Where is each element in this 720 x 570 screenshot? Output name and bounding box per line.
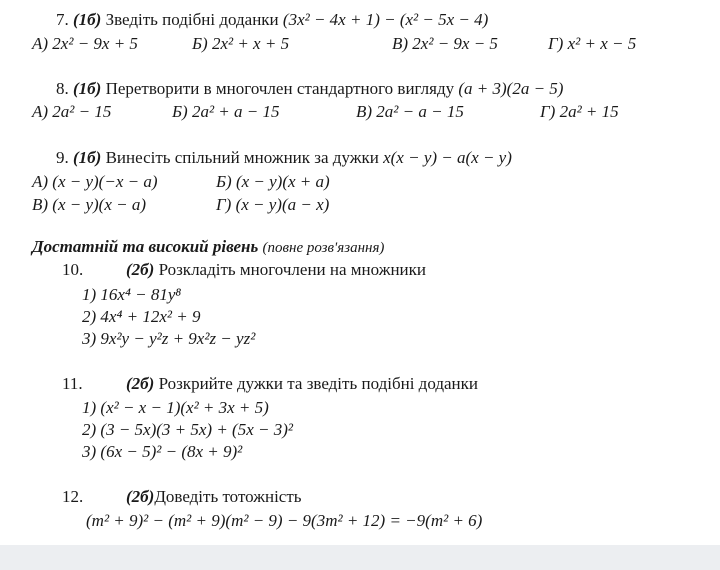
section-header <box>32 237 384 258</box>
option-a: А) 2x² − 9x + 5 <box>32 34 138 53</box>
question-points: (1б) <box>73 79 102 98</box>
question-12-identity: (m² + 9)² − (m² + 9)(m² − 9) − 9(3m² + 12) = −9(m² + 6) <box>86 511 483 530</box>
option-b: Б) 2x² + x + 5 <box>192 34 290 53</box>
section-note: (повне розв'язання) <box>262 240 385 256</box>
question-expression: (3x² − 4x + 1) − (x² − 5x − 4) <box>282 10 489 29</box>
question-number: 8. <box>56 79 69 98</box>
option-b: Б) (x − y)(x + a) <box>216 172 330 191</box>
question-points: (2б) <box>126 260 155 279</box>
question-points: (2б) <box>126 374 155 393</box>
option-c: В) 2a² − a − 15 <box>356 102 464 121</box>
option-d: Г) 2a² + 15 <box>540 102 619 121</box>
question-11-item-2: 2) (3 − 5x)(3 + 5x) + (5x − 3)² <box>82 420 293 439</box>
question-text: Зведіть подібні доданки <box>105 10 279 29</box>
question-11-item-3: 3) (6x − 5)² − (8x + 9)² <box>82 442 243 461</box>
question-number: 10. <box>62 260 84 279</box>
question-number: 11. <box>62 374 83 393</box>
question-9-options-row2 <box>32 195 329 215</box>
question-9 <box>56 148 512 168</box>
question-text: Винесіть спільний множник за дужки <box>105 148 379 167</box>
question-expression: (a + 3)(2a − 5) <box>458 79 564 98</box>
question-text: Перетворити в многочлен стандартного вигляду <box>105 79 455 98</box>
question-text: Розкрийте дужки та зведіть подібні доданки <box>158 374 478 393</box>
question-text: Розкладіть многочлени на множники <box>158 260 427 279</box>
question-12 <box>62 487 302 507</box>
option-d: Г) x² + x − 5 <box>548 34 637 53</box>
option-c: В) (x − y)(x − a) <box>32 195 147 214</box>
question-10 <box>62 260 426 280</box>
question-11 <box>62 374 478 394</box>
option-c: В) 2x² − 9x − 5 <box>392 34 498 53</box>
question-number: 7. <box>56 10 69 29</box>
question-points: (1б) <box>73 148 102 167</box>
section-title: Достатній та високий рівень <box>32 237 259 256</box>
question-7-options <box>32 34 636 54</box>
question-text: Доведіть тотожність <box>154 487 302 506</box>
question-points: (2б) <box>126 487 155 506</box>
question-8-options <box>32 102 619 122</box>
bottom-bar <box>0 545 720 570</box>
question-9-options-row1 <box>32 172 330 192</box>
option-d: Г) (x − y)(a − x) <box>216 195 330 214</box>
question-10-item-1: 1) 16x⁴ − 81y⁸ <box>82 285 182 304</box>
question-10-item-2: 2) 4x⁴ + 12x² + 9 <box>82 307 201 326</box>
question-8 <box>56 79 563 99</box>
question-points: (1б) <box>73 10 102 29</box>
question-expression: x(x − y) − a(x − y) <box>383 148 512 167</box>
option-b: Б) 2a² + a − 15 <box>172 102 280 121</box>
question-number: 12. <box>62 487 84 506</box>
option-a: А) 2a² − 15 <box>32 102 112 121</box>
question-number: 9. <box>56 148 69 167</box>
question-11-item-1: 1) (x² − x − 1)(x² + 3x + 5) <box>82 398 269 417</box>
option-a: А) (x − y)(−x − a) <box>32 172 158 191</box>
question-7 <box>56 10 488 30</box>
question-10-item-3: 3) 9x²y − y²z + 9x²z − yz² <box>82 329 256 348</box>
